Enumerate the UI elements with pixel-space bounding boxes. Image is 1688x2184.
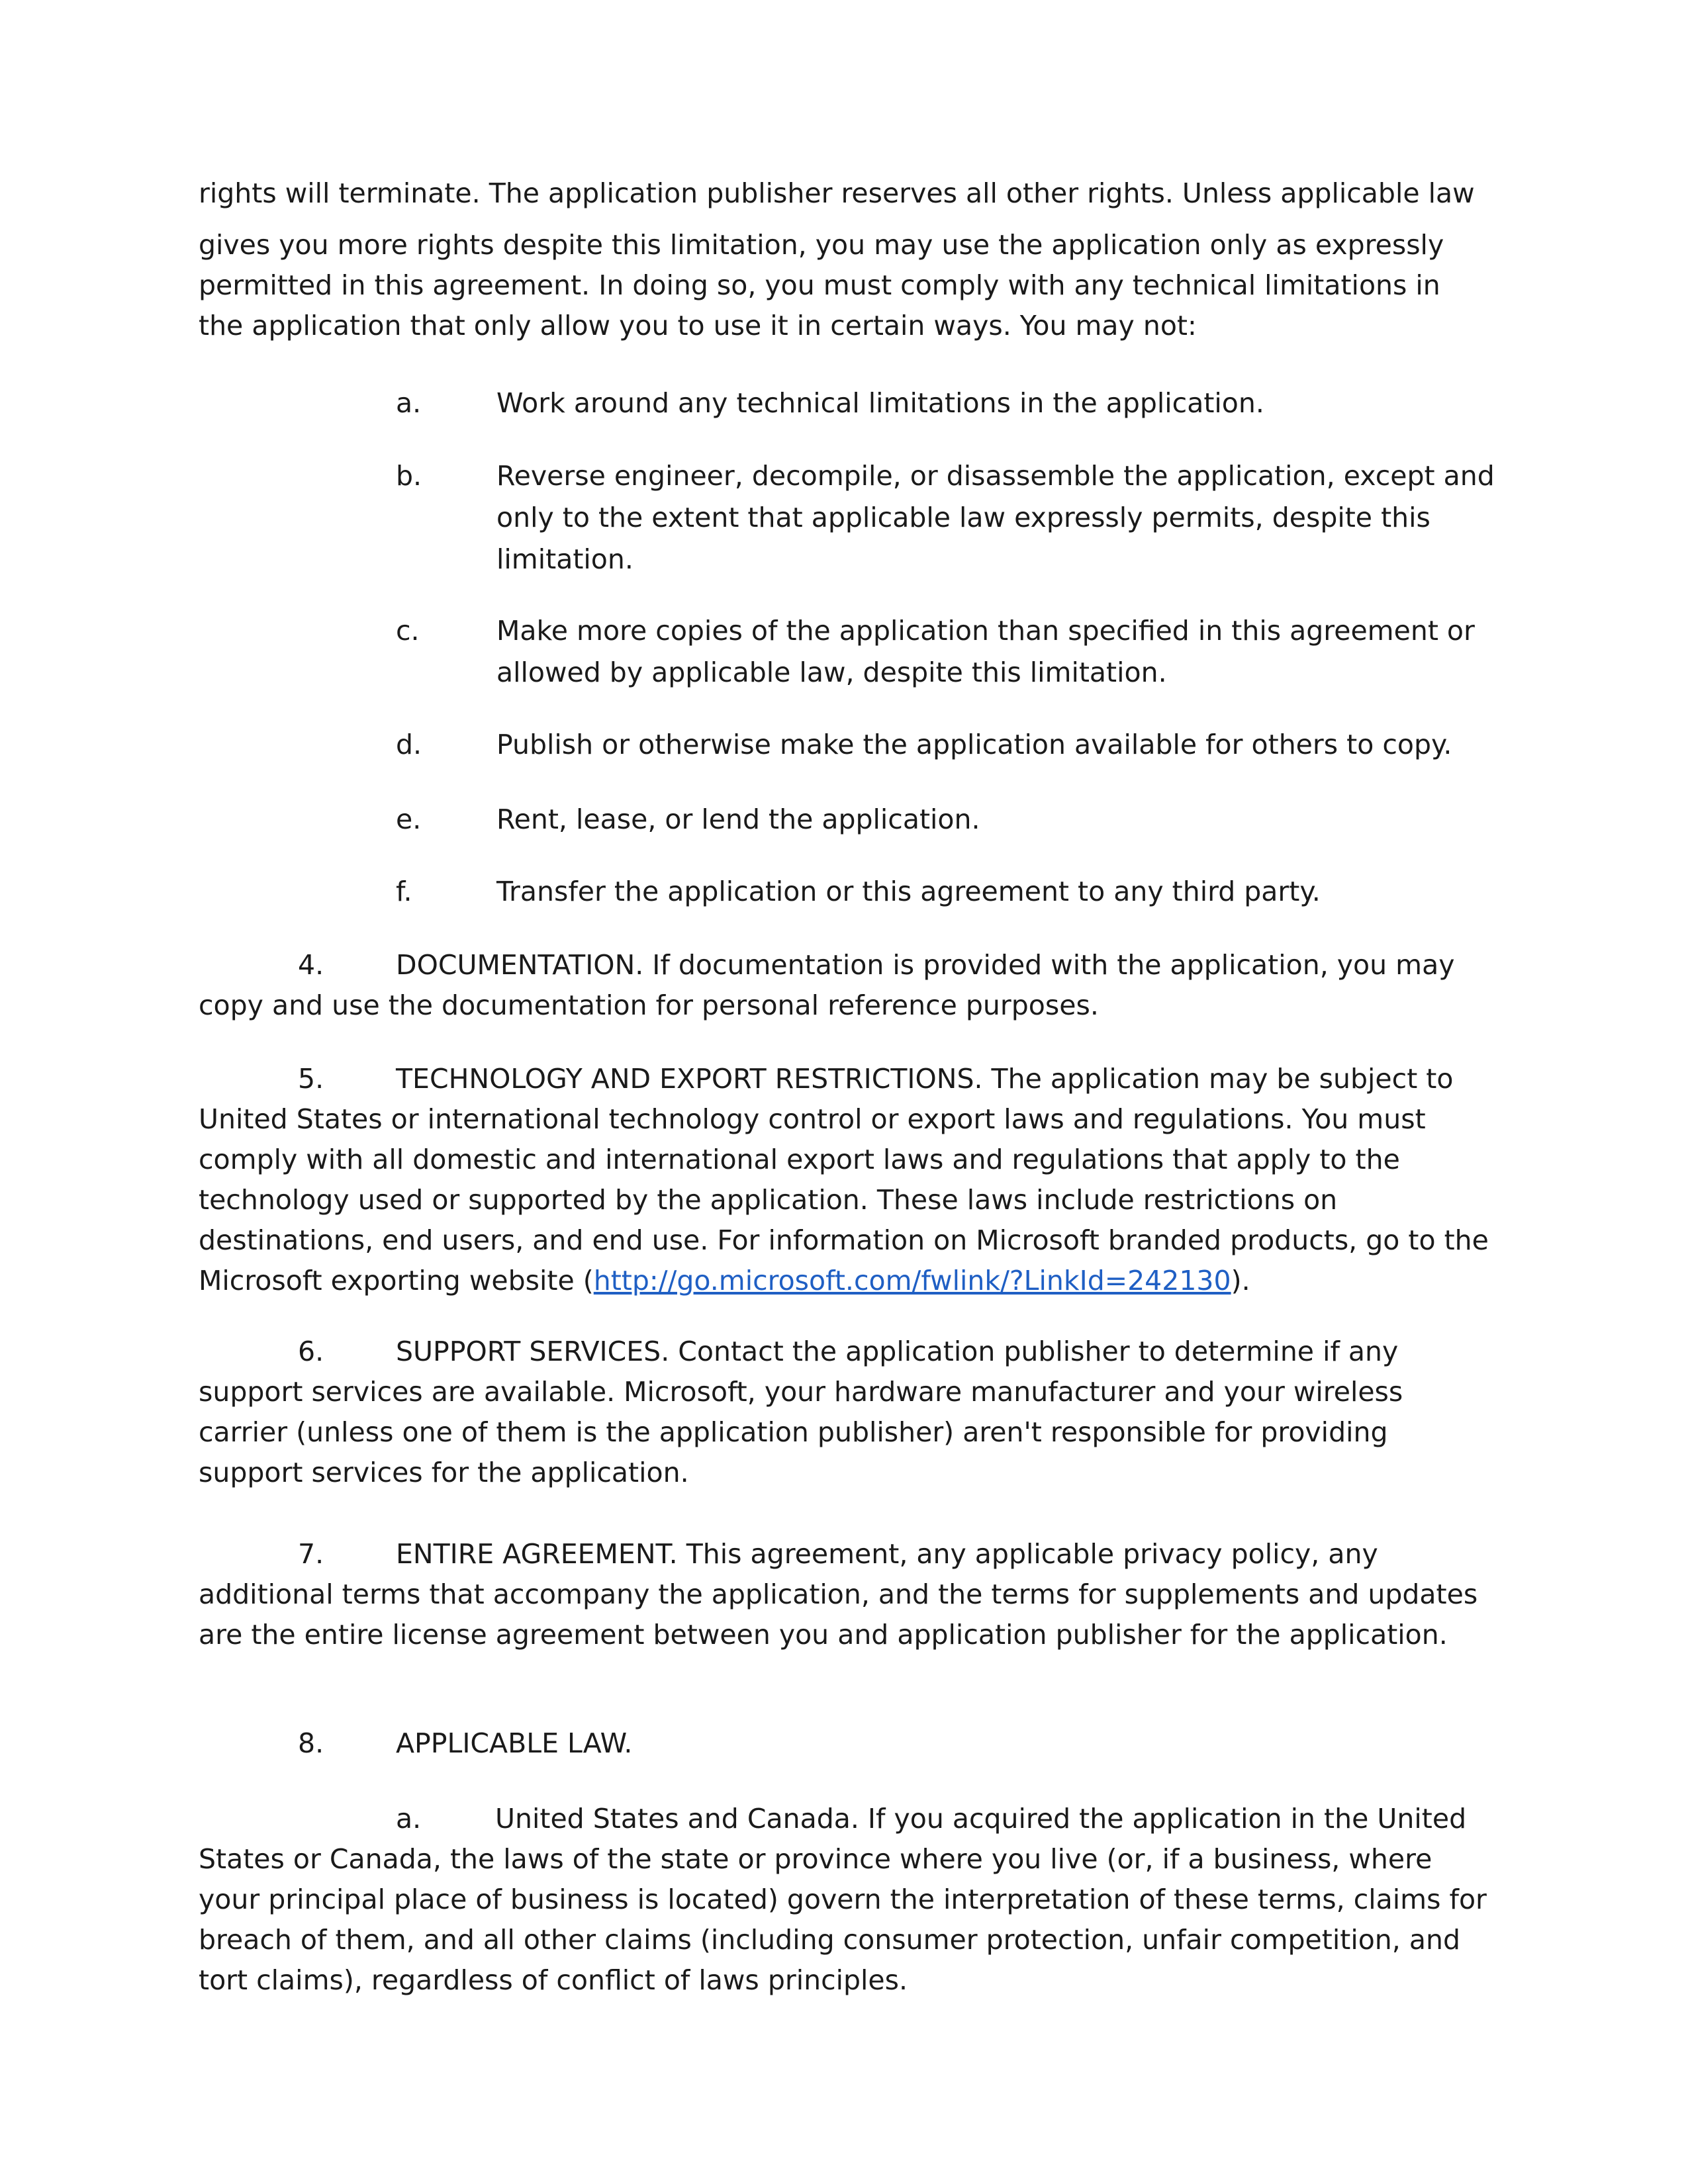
intro-rest: gives you more rights despite this limitation, you may use the application only as expressly permitted in this agreement. In doing so, you must comply with any technical limitations in the application that only allow you to use it in certain ways. You may not: (199, 229, 1444, 341)
restriction-item-b (396, 455, 1521, 580)
section-4-documentation (199, 945, 1489, 1026)
section-7-entire-agreement (199, 1534, 1489, 1655)
section-text: TECHNOLOGY AND EXPORT RESTRICTIONS. The application may be subject to United States or international technology control or export laws and regulations. You must comply with all domestic and international export laws and regulations that apply to the technology used or supported by the application. These laws include restrictions on destinations, end users, and end use. For information on Microsoft branded products, go to the Microsoft exporting website ( (199, 1063, 1489, 1297)
section-text: DOCUMENTATION. If documentation is provided with the application, you may copy and use the documentation for personal reference purposes. (199, 949, 1455, 1021)
section-number: 8. (298, 1727, 324, 1759)
list-item-text: Rent, lease, or lend the application. (496, 803, 980, 835)
section-5-export (199, 1059, 1489, 1301)
section-text: ENTIRE AGREEMENT. This agreement, any applicable privacy policy, any additional terms that accompany the application, and the terms for supplements and updates are the entire license agreement between you and application publisher for the application. (199, 1538, 1478, 1651)
section-text-end: ). (1231, 1265, 1250, 1297)
subsection-text: United States and Canada. If you acquired the application in the United States or Canada, the laws of the state or province where you live (or, if a business, where your principal place of business is located) govern the interpretation of these terms, claims for breach of them, and all other claims (including consumer protection, unfair competition, and tort claims), regardless of conflict of laws principles. (199, 1803, 1487, 1996)
list-item-text: Publish or otherwise make the application available for others to copy. (496, 729, 1452, 760)
list-marker: d. (396, 729, 422, 760)
section-number: 4. (298, 949, 324, 981)
list-marker: e. (396, 803, 422, 835)
intro-line1: rights will terminate. The application publisher reserves all other rights. Unless applicable law (199, 177, 1475, 209)
section-number: 5. (298, 1063, 324, 1095)
section-text: APPLICABLE LAW. (396, 1727, 633, 1759)
subsection-marker: a. (396, 1803, 422, 1835)
section-number: 7. (298, 1538, 324, 1570)
list-item-text: Make more copies of the application than specified in this agreement or allowed by applicable law, despite this limitation. (496, 615, 1475, 688)
list-marker: c. (396, 615, 420, 647)
section-text: SUPPORT SERVICES. Contact the application publisher to determine if any support services are available. Microsoft, your hardware manufacturer and your wireless carrier (unless one of them is the application publisher) aren't responsible for providing support services for the application. (199, 1336, 1403, 1488)
restriction-item-a (396, 383, 1521, 424)
list-item-text: Work around any technical limitations in the application. (496, 387, 1264, 419)
list-marker: f. (396, 876, 412, 907)
section-8-applicable-law (199, 1723, 1489, 1764)
list-marker: a. (396, 387, 422, 419)
intro-first-line (199, 173, 1489, 214)
list-marker: b. (396, 460, 422, 492)
section-6-support (199, 1332, 1489, 1493)
restriction-item-c (396, 610, 1521, 694)
intro-paragraph (199, 225, 1489, 346)
microsoft-export-link[interactable]: http://go.microsoft.com/fwlink/?LinkId=242130 (593, 1265, 1231, 1297)
list-item-text: Transfer the application or this agreement to any third party. (496, 876, 1321, 907)
restriction-item-d (396, 724, 1521, 766)
restriction-item-e (396, 799, 1521, 841)
section-number: 6. (298, 1336, 324, 1367)
section-8a-us-canada (199, 1799, 1496, 2001)
list-item-text: Reverse engineer, decompile, or disassemble the application, except and only to the extent that applicable law expressly permits, despite this limitation. (496, 460, 1495, 575)
restriction-item-f (396, 871, 1521, 913)
